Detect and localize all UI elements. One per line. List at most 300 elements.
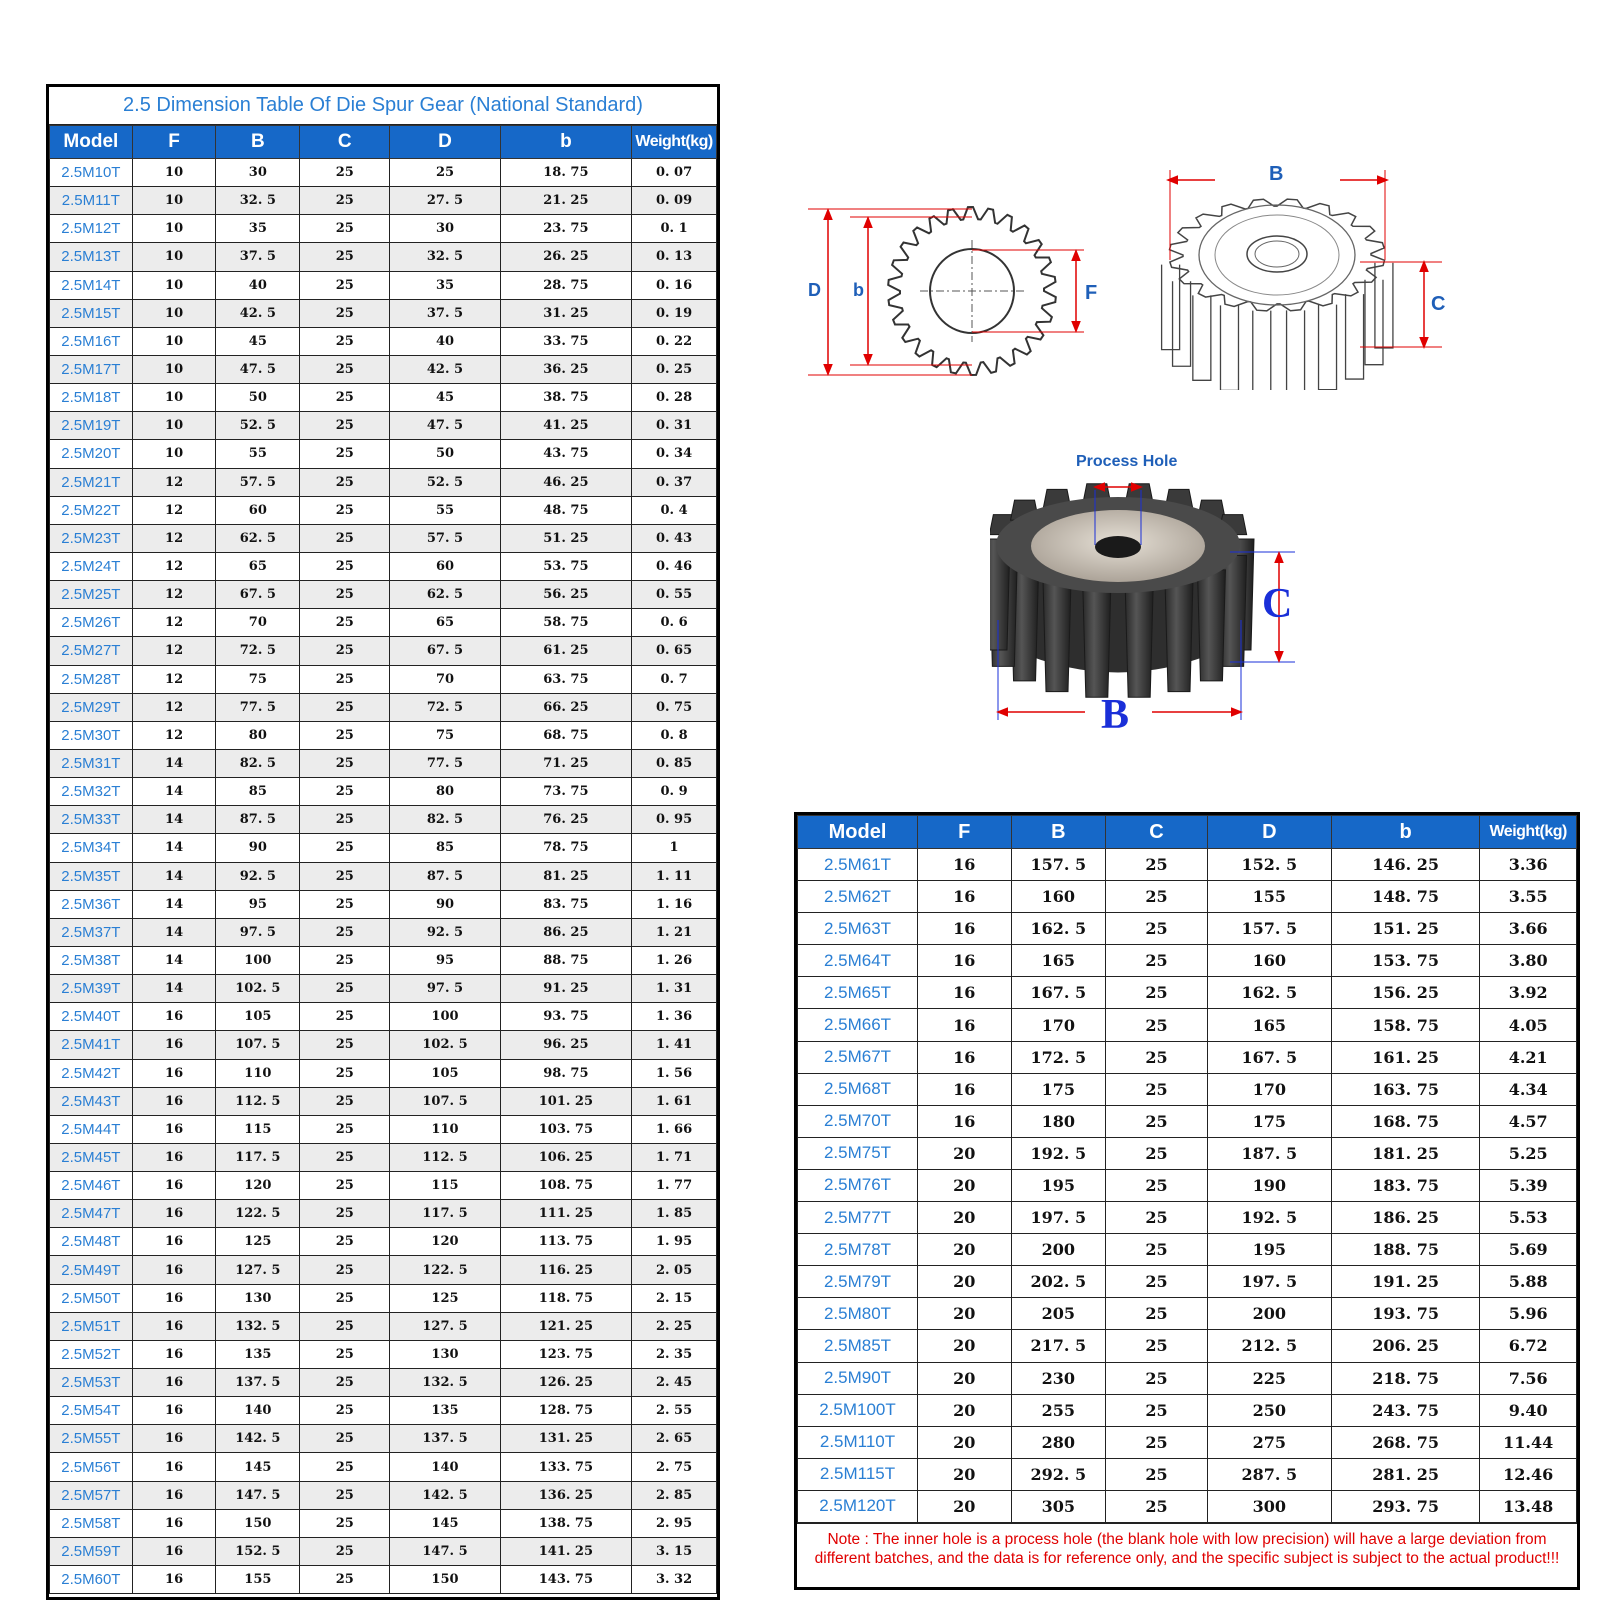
value-cell: 16 xyxy=(918,881,1012,913)
value-cell: 140 xyxy=(390,1453,500,1481)
model-cell: 2.5M44T xyxy=(50,1115,133,1143)
value-cell: 218. 75 xyxy=(1331,1362,1479,1394)
value-cell: 1. 41 xyxy=(632,1031,717,1059)
model-cell: 2.5M14T xyxy=(50,271,133,299)
side-gear-tooth xyxy=(1220,305,1238,390)
value-cell: 20 xyxy=(918,1458,1012,1490)
value-cell: 197. 5 xyxy=(1011,1202,1106,1234)
value-cell: 1. 21 xyxy=(632,918,717,946)
gear-photo-illustration xyxy=(990,470,1300,730)
value-cell: 135 xyxy=(216,1340,300,1368)
table-row xyxy=(50,243,717,271)
model-cell: 2.5M39T xyxy=(50,975,133,1003)
value-cell: 25 xyxy=(300,834,390,862)
value-cell: 37. 5 xyxy=(216,243,300,271)
value-cell: 25 xyxy=(300,890,390,918)
value-cell: 0. 34 xyxy=(632,440,717,468)
side-gear-tooth xyxy=(1287,310,1305,390)
value-cell: 63. 75 xyxy=(500,665,631,693)
value-cell: 1. 66 xyxy=(632,1115,717,1143)
dimension-table-left xyxy=(46,84,720,1600)
value-cell: 130 xyxy=(216,1284,300,1312)
value-cell: 191. 25 xyxy=(1331,1266,1479,1298)
value-cell: 120 xyxy=(390,1228,500,1256)
value-cell: 25 xyxy=(300,1115,390,1143)
value-cell: 46. 25 xyxy=(500,468,631,496)
value-cell: 31. 25 xyxy=(500,299,631,327)
value-cell: 25 xyxy=(300,1228,390,1256)
side-gear-teeth-top xyxy=(1170,199,1385,311)
table-row xyxy=(798,1394,1577,1426)
value-cell: 2. 15 xyxy=(632,1284,717,1312)
model-cell: 2.5M29T xyxy=(50,693,133,721)
value-cell: 205 xyxy=(1011,1298,1106,1330)
model-cell: 2.5M45T xyxy=(50,1143,133,1171)
value-cell: 197. 5 xyxy=(1207,1266,1331,1298)
label-C-side: C xyxy=(1431,293,1446,315)
value-cell: 80 xyxy=(216,721,300,749)
value-cell: 4.21 xyxy=(1480,1041,1577,1073)
value-cell: 4.34 xyxy=(1480,1073,1577,1105)
value-cell: 1. 11 xyxy=(632,862,717,890)
value-cell: 25 xyxy=(1106,1009,1208,1041)
value-cell: 4.57 xyxy=(1480,1105,1577,1137)
value-cell: 25 xyxy=(300,468,390,496)
value-cell: 16 xyxy=(132,1115,216,1143)
table-row xyxy=(50,1537,717,1565)
value-cell: 25 xyxy=(300,1566,390,1594)
model-cell: 2.5M90T xyxy=(798,1362,918,1394)
table-row xyxy=(50,637,717,665)
table-row xyxy=(50,1481,717,1509)
value-cell: 1. 36 xyxy=(632,1003,717,1031)
value-cell: 65 xyxy=(216,552,300,580)
value-cell: 243. 75 xyxy=(1331,1394,1479,1426)
model-cell: 2.5M41T xyxy=(50,1031,133,1059)
value-cell: 25 xyxy=(300,637,390,665)
model-cell: 2.5M66T xyxy=(798,1009,918,1041)
value-cell: 187. 5 xyxy=(1207,1137,1331,1169)
value-cell: 5.53 xyxy=(1480,1202,1577,1234)
model-cell: 2.5M36T xyxy=(50,890,133,918)
model-cell: 2.5M23T xyxy=(50,524,133,552)
label-B-photo: B xyxy=(1101,692,1130,738)
side-gear-tooth xyxy=(1375,263,1393,348)
model-cell: 2.5M11T xyxy=(50,187,133,215)
value-cell: 138. 75 xyxy=(500,1509,631,1537)
model-cell: 2.5M17T xyxy=(50,355,133,383)
value-cell: 12 xyxy=(132,468,216,496)
model-cell: 2.5M55T xyxy=(50,1425,133,1453)
value-cell: 47. 5 xyxy=(216,355,300,383)
table-row xyxy=(50,665,717,693)
value-cell: 112. 5 xyxy=(390,1143,500,1171)
value-cell: 25 xyxy=(300,946,390,974)
value-cell: 147. 5 xyxy=(390,1537,500,1565)
value-cell: 95 xyxy=(390,946,500,974)
value-cell: 25 xyxy=(300,1340,390,1368)
value-cell: 25 xyxy=(1106,1202,1208,1234)
table-row xyxy=(50,1031,717,1059)
value-cell: 30 xyxy=(216,159,300,187)
value-cell: 145 xyxy=(390,1509,500,1537)
model-cell: 2.5M67T xyxy=(798,1041,918,1073)
value-cell: 0. 07 xyxy=(632,159,717,187)
model-cell: 2.5M48T xyxy=(50,1228,133,1256)
model-cell: 2.5M43T xyxy=(50,1087,133,1115)
value-cell: 96. 25 xyxy=(500,1031,631,1059)
value-cell: 10 xyxy=(132,299,216,327)
value-cell: 140 xyxy=(216,1397,300,1425)
value-cell: 18. 75 xyxy=(500,159,631,187)
column-header: b xyxy=(500,126,631,159)
value-cell: 25 xyxy=(300,1143,390,1171)
value-cell: 71. 25 xyxy=(500,749,631,777)
value-cell: 92. 5 xyxy=(216,862,300,890)
column-header: b xyxy=(1331,816,1479,849)
value-cell: 14 xyxy=(132,834,216,862)
side-gear-tooth xyxy=(1193,295,1211,380)
value-cell: 157. 5 xyxy=(1207,913,1331,945)
value-cell: 33. 75 xyxy=(500,327,631,355)
value-cell: 25 xyxy=(300,1200,390,1228)
value-cell: 14 xyxy=(132,806,216,834)
value-cell: 300 xyxy=(1207,1490,1331,1522)
side-gear-tooth xyxy=(1365,280,1383,365)
value-cell: 16 xyxy=(132,1143,216,1171)
value-cell: 16 xyxy=(918,977,1012,1009)
value-cell: 25 xyxy=(300,1031,390,1059)
value-cell: 25 xyxy=(300,524,390,552)
photo-gear-tooth xyxy=(1197,570,1225,681)
table-row xyxy=(50,1453,717,1481)
value-cell: 118. 75 xyxy=(500,1284,631,1312)
value-cell: 1. 61 xyxy=(632,1087,717,1115)
value-cell: 12 xyxy=(132,721,216,749)
column-header: F xyxy=(918,816,1012,849)
value-cell: 0. 28 xyxy=(632,384,717,412)
model-cell: 2.5M31T xyxy=(50,749,133,777)
value-cell: 100 xyxy=(216,946,300,974)
table-row xyxy=(798,1426,1577,1458)
model-cell: 2.5M100T xyxy=(798,1394,918,1426)
value-cell: 16 xyxy=(132,1369,216,1397)
value-cell: 11.44 xyxy=(1480,1426,1577,1458)
model-cell: 2.5M58T xyxy=(50,1509,133,1537)
value-cell: 16 xyxy=(132,1312,216,1340)
table-row xyxy=(50,1369,717,1397)
label-D: D xyxy=(808,280,821,300)
value-cell: 105 xyxy=(390,1059,500,1087)
value-cell: 25 xyxy=(300,693,390,721)
value-cell: 105 xyxy=(216,1003,300,1031)
value-cell: 9.40 xyxy=(1480,1394,1577,1426)
value-cell: 25 xyxy=(300,1256,390,1284)
value-cell: 10 xyxy=(132,243,216,271)
value-cell: 25 xyxy=(1106,881,1208,913)
value-cell: 16 xyxy=(918,913,1012,945)
value-cell: 192. 5 xyxy=(1207,1202,1331,1234)
photo-gear-tooth xyxy=(1165,581,1193,692)
value-cell: 25 xyxy=(1106,1330,1208,1362)
value-cell: 186. 25 xyxy=(1331,1202,1479,1234)
value-cell: 158. 75 xyxy=(1331,1009,1479,1041)
model-cell: 2.5M10T xyxy=(50,159,133,187)
value-cell: 72. 5 xyxy=(216,637,300,665)
value-cell: 20 xyxy=(918,1234,1012,1266)
value-cell: 98. 75 xyxy=(500,1059,631,1087)
table-row xyxy=(798,1202,1577,1234)
value-cell: 5.96 xyxy=(1480,1298,1577,1330)
value-cell: 3.92 xyxy=(1480,977,1577,1009)
value-cell: 25 xyxy=(300,496,390,524)
table-row xyxy=(50,749,717,777)
value-cell: 16 xyxy=(132,1340,216,1368)
value-cell: 58. 75 xyxy=(500,609,631,637)
value-cell: 25 xyxy=(300,975,390,1003)
value-cell: 305 xyxy=(1011,1490,1106,1522)
value-cell: 87. 5 xyxy=(390,862,500,890)
value-cell: 72. 5 xyxy=(390,693,500,721)
value-cell: 160 xyxy=(1207,945,1331,977)
value-cell: 183. 75 xyxy=(1331,1169,1479,1201)
value-cell: 36. 25 xyxy=(500,355,631,383)
value-cell: 125 xyxy=(216,1228,300,1256)
value-cell: 1. 95 xyxy=(632,1228,717,1256)
side-gear-tooth xyxy=(1162,265,1180,350)
model-cell: 2.5M32T xyxy=(50,778,133,806)
model-cell: 2.5M52T xyxy=(50,1340,133,1368)
value-cell: 0. 9 xyxy=(632,778,717,806)
value-cell: 25 xyxy=(300,721,390,749)
value-cell: 25 xyxy=(300,1312,390,1340)
value-cell: 107. 5 xyxy=(216,1031,300,1059)
model-cell: 2.5M19T xyxy=(50,412,133,440)
value-cell: 163. 75 xyxy=(1331,1073,1479,1105)
value-cell: 66. 25 xyxy=(500,693,631,721)
value-cell: 25 xyxy=(300,355,390,383)
value-cell: 172. 5 xyxy=(1011,1041,1106,1073)
value-cell: 14 xyxy=(132,975,216,1003)
value-cell: 1. 26 xyxy=(632,946,717,974)
table-row xyxy=(798,1105,1577,1137)
table-row xyxy=(50,468,717,496)
value-cell: 255 xyxy=(1011,1394,1106,1426)
value-cell: 25 xyxy=(300,665,390,693)
value-cell: 25 xyxy=(300,806,390,834)
column-header: D xyxy=(390,126,500,159)
model-cell: 2.5M49T xyxy=(50,1256,133,1284)
model-cell: 2.5M40T xyxy=(50,1003,133,1031)
value-cell: 115 xyxy=(216,1115,300,1143)
gear-perspective-diagram xyxy=(1160,165,1450,390)
value-cell: 152. 5 xyxy=(1207,849,1331,881)
table-row xyxy=(798,1490,1577,1522)
table-row xyxy=(50,1566,717,1594)
value-cell: 16 xyxy=(132,1566,216,1594)
table-row xyxy=(50,778,717,806)
model-cell: 2.5M24T xyxy=(50,552,133,580)
value-cell: 1. 16 xyxy=(632,890,717,918)
value-cell: 103. 75 xyxy=(500,1115,631,1143)
value-cell: 16 xyxy=(132,1509,216,1537)
value-cell: 168. 75 xyxy=(1331,1105,1479,1137)
value-cell: 25 xyxy=(1106,1298,1208,1330)
photo-gear-hole xyxy=(1095,536,1141,558)
value-cell: 5.25 xyxy=(1480,1137,1577,1169)
table-row xyxy=(50,834,717,862)
model-cell: 2.5M78T xyxy=(798,1234,918,1266)
table-row xyxy=(50,355,717,383)
value-cell: 25 xyxy=(1106,1490,1208,1522)
value-cell: 25 xyxy=(1106,913,1208,945)
process-hole-label: Process Hole xyxy=(1076,453,1178,470)
table-row xyxy=(50,496,717,524)
value-cell: 16 xyxy=(132,1200,216,1228)
table-row xyxy=(50,159,717,187)
value-cell: 113. 75 xyxy=(500,1228,631,1256)
value-cell: 25 xyxy=(300,609,390,637)
value-cell: 16 xyxy=(132,1087,216,1115)
value-cell: 25 xyxy=(1106,1169,1208,1201)
value-cell: 30 xyxy=(390,215,500,243)
model-cell: 2.5M38T xyxy=(50,946,133,974)
value-cell: 180 xyxy=(1011,1105,1106,1137)
value-cell: 108. 75 xyxy=(500,1172,631,1200)
value-cell: 20 xyxy=(918,1330,1012,1362)
value-cell: 12 xyxy=(132,552,216,580)
value-cell: 110 xyxy=(390,1115,500,1143)
value-cell: 25 xyxy=(300,1284,390,1312)
value-cell: 2. 65 xyxy=(632,1425,717,1453)
value-cell: 202. 5 xyxy=(1011,1266,1106,1298)
value-cell: 116. 25 xyxy=(500,1256,631,1284)
value-cell: 147. 5 xyxy=(216,1481,300,1509)
value-cell: 2. 85 xyxy=(632,1481,717,1509)
value-cell: 126. 25 xyxy=(500,1369,631,1397)
value-cell: 111. 25 xyxy=(500,1200,631,1228)
model-cell: 2.5M28T xyxy=(50,665,133,693)
value-cell: 170 xyxy=(1207,1073,1331,1105)
table-row xyxy=(50,1200,717,1228)
table-row xyxy=(50,862,717,890)
value-cell: 25 xyxy=(1106,1458,1208,1490)
value-cell: 25 xyxy=(300,1397,390,1425)
photo-gear-tooth xyxy=(1125,586,1153,697)
value-cell: 16 xyxy=(132,1228,216,1256)
value-cell: 275 xyxy=(1207,1426,1331,1458)
value-cell: 2. 75 xyxy=(632,1453,717,1481)
table-row xyxy=(50,384,717,412)
value-cell: 51. 25 xyxy=(500,524,631,552)
table-row xyxy=(50,1228,717,1256)
model-cell: 2.5M53T xyxy=(50,1369,133,1397)
value-cell: 56. 25 xyxy=(500,581,631,609)
value-cell: 14 xyxy=(132,890,216,918)
table-row xyxy=(50,806,717,834)
value-cell: 167. 5 xyxy=(1207,1041,1331,1073)
value-cell: 10 xyxy=(132,215,216,243)
value-cell: 0. 25 xyxy=(632,355,717,383)
value-cell: 60 xyxy=(390,552,500,580)
table-row xyxy=(50,552,717,580)
value-cell: 14 xyxy=(132,749,216,777)
value-cell: 37. 5 xyxy=(390,299,500,327)
column-header: D xyxy=(1207,816,1331,849)
value-cell: 6.72 xyxy=(1480,1330,1577,1362)
table-row xyxy=(798,1073,1577,1105)
value-cell: 0. 13 xyxy=(632,243,717,271)
model-cell: 2.5M110T xyxy=(798,1426,918,1458)
value-cell: 0. 31 xyxy=(632,412,717,440)
table-row xyxy=(50,1087,717,1115)
value-cell: 142. 5 xyxy=(390,1481,500,1509)
value-cell: 14 xyxy=(132,918,216,946)
table-row xyxy=(50,215,717,243)
table-row xyxy=(798,1298,1577,1330)
value-cell: 192. 5 xyxy=(1011,1137,1106,1169)
value-cell: 0. 46 xyxy=(632,552,717,580)
side-gear-tooth xyxy=(1253,311,1271,390)
value-cell: 1. 56 xyxy=(632,1059,717,1087)
value-cell: 95 xyxy=(216,890,300,918)
table-row xyxy=(50,581,717,609)
column-header: Weight(kg) xyxy=(632,126,717,159)
value-cell: 3.66 xyxy=(1480,913,1577,945)
value-cell: 165 xyxy=(1207,1009,1331,1041)
value-cell: 4.05 xyxy=(1480,1009,1577,1041)
value-cell: 12 xyxy=(132,665,216,693)
value-cell: 0. 22 xyxy=(632,327,717,355)
value-cell: 0. 43 xyxy=(632,524,717,552)
value-cell: 88. 75 xyxy=(500,946,631,974)
left-table-grid xyxy=(49,125,717,1594)
value-cell: 16 xyxy=(132,1059,216,1087)
value-cell: 97. 5 xyxy=(216,918,300,946)
value-cell: 16 xyxy=(132,1284,216,1312)
value-cell: 131. 25 xyxy=(500,1425,631,1453)
value-cell: 25 xyxy=(300,299,390,327)
value-cell: 16 xyxy=(132,1256,216,1284)
value-cell: 128. 75 xyxy=(500,1397,631,1425)
value-cell: 75 xyxy=(216,665,300,693)
value-cell: 16 xyxy=(132,1537,216,1565)
value-cell: 65 xyxy=(390,609,500,637)
table-row xyxy=(50,1397,717,1425)
value-cell: 25 xyxy=(300,1453,390,1481)
value-cell: 3. 15 xyxy=(632,1537,717,1565)
value-cell: 2. 25 xyxy=(632,1312,717,1340)
value-cell: 25 xyxy=(300,749,390,777)
value-cell: 142. 5 xyxy=(216,1425,300,1453)
value-cell: 10 xyxy=(132,187,216,215)
model-cell: 2.5M30T xyxy=(50,721,133,749)
value-cell: 195 xyxy=(1011,1169,1106,1201)
value-cell: 135 xyxy=(390,1397,500,1425)
value-cell: 16 xyxy=(132,1397,216,1425)
value-cell: 1. 71 xyxy=(632,1143,717,1171)
value-cell: 25 xyxy=(1106,945,1208,977)
value-cell: 5.39 xyxy=(1480,1169,1577,1201)
value-cell: 143. 75 xyxy=(500,1566,631,1594)
value-cell: 83. 75 xyxy=(500,890,631,918)
model-cell: 2.5M27T xyxy=(50,637,133,665)
value-cell: 137. 5 xyxy=(390,1425,500,1453)
value-cell: 155 xyxy=(1207,881,1331,913)
table-row xyxy=(50,1115,717,1143)
value-cell: 16 xyxy=(918,849,1012,881)
value-cell: 10 xyxy=(132,271,216,299)
